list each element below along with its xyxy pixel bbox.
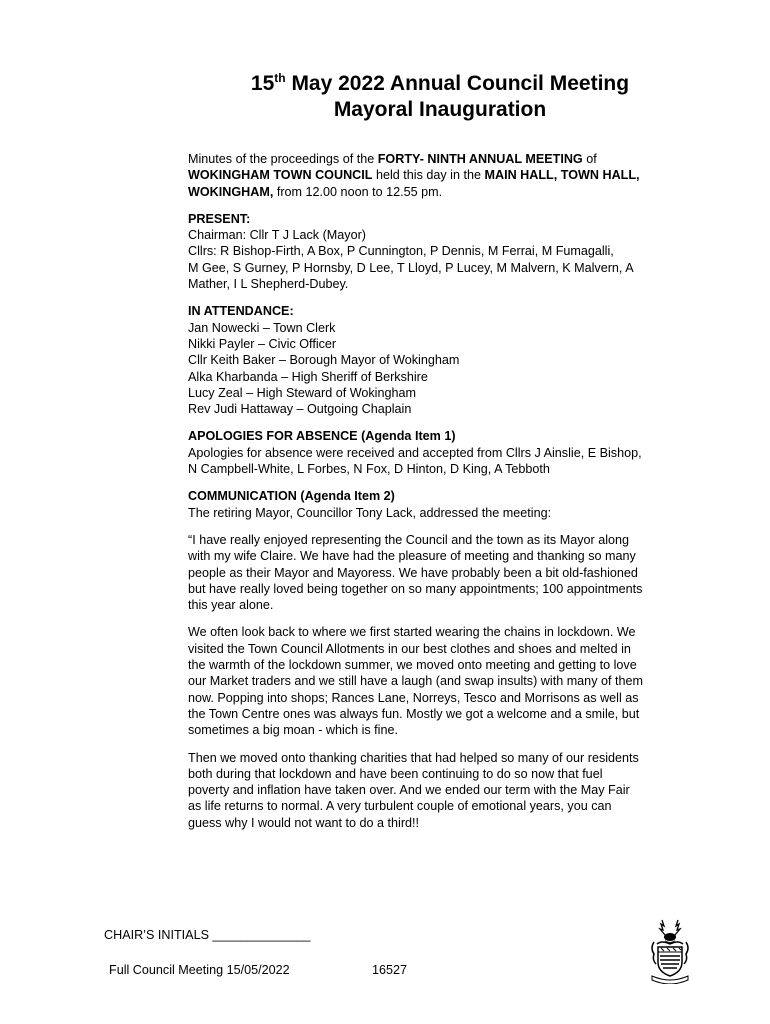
present-line: Chairman: Cllr T J Lack (Mayor) bbox=[188, 228, 366, 243]
title-text: May 2022 Annual Council Meeting bbox=[285, 72, 630, 95]
speech-paragraph bbox=[188, 624, 694, 738]
minutes-body bbox=[188, 151, 694, 842]
title-day: 15 bbox=[250, 72, 275, 95]
speech-line: but have really loved being together on so many appointments; 100 appointments bbox=[188, 581, 643, 596]
speech-line: guess why I would not want to do a third!! bbox=[188, 815, 420, 830]
speech-line: “I have really enjoyed representing the Council and the town as its Mayor along bbox=[188, 532, 630, 547]
speech-paragraph bbox=[188, 532, 694, 613]
speech-line: both during that lockdown and have been continuing to do so now that fuel bbox=[188, 766, 603, 781]
attendance-line: Rev Judi Hattaway – Outgoing Chaplain bbox=[188, 402, 412, 417]
council-crest-icon bbox=[648, 918, 692, 984]
present-line: Mather, I L Shepherd-Dubey. bbox=[188, 277, 349, 292]
attendance-line: Alka Kharbanda – High Sheriff of Berkshire bbox=[188, 369, 428, 384]
present-heading: PRESENT: bbox=[188, 211, 251, 226]
speech-line: We often look back to where we first started wearing the chains in lockdown. We bbox=[188, 625, 636, 640]
speech-line: this year alone. bbox=[188, 598, 274, 613]
footer-meeting-label: Full Council Meeting 15/05/2022 bbox=[109, 963, 290, 977]
page-number: 16527 bbox=[372, 963, 408, 977]
page-title bbox=[188, 71, 692, 97]
present-line: M Gee, S Gurney, P Hornsby, D Lee, T Lloyd, P Lucey, M Malvern, K Malvern, A bbox=[188, 260, 634, 275]
apologies-section bbox=[188, 428, 694, 477]
page-subtitle: Mayoral Inauguration bbox=[333, 98, 547, 121]
speech-line: the warmth of the lockdown summer, we moved onto meeting and getting to love bbox=[188, 658, 637, 673]
attendance-line: Cllr Keith Baker – Borough Mayor of Wokingham bbox=[188, 353, 460, 368]
apologies-line: Apologies for absence were received and accepted from Cllrs J Ainslie, E Bishop, bbox=[188, 445, 642, 460]
speech-line: Then we moved onto thanking charities that had helped so many of our residents bbox=[188, 750, 639, 765]
present-section bbox=[188, 211, 694, 292]
attendance-line: Lucy Zeal – High Steward of Wokingham bbox=[188, 385, 416, 400]
speech-line: with my wife Claire. We have had the pleasure of meeting and thanking so many bbox=[188, 549, 636, 564]
speech-line: the Town Centre ones was always fun. Mostly we got a welcome and a smile, but bbox=[188, 706, 640, 721]
speech-paragraph bbox=[188, 750, 694, 831]
speech-line: poverty and inflation have taken over. And we ended our term with the May Fair bbox=[188, 783, 630, 798]
apologies-heading: APOLOGIES FOR ABSENCE (Agenda Item 1) bbox=[188, 429, 456, 444]
speech-line: our Market traders and we still have a laugh (and swap insults) with many of them bbox=[188, 674, 643, 689]
communication-heading: COMMUNICATION (Agenda Item 2) bbox=[188, 489, 395, 504]
communication-section bbox=[188, 488, 694, 521]
attendance-heading: IN ATTENDANCE: bbox=[188, 304, 294, 319]
attendance-section bbox=[188, 303, 694, 417]
speech-line: now. Popping into shops; Rances Lane, Norreys, Tesco and Morrisons as well as bbox=[188, 690, 639, 705]
speech-line: sometimes a big moan - which is fine. bbox=[188, 723, 398, 738]
present-line: Cllrs: R Bishop-Firth, A Box, P Cunnington, P Dennis, M Ferrai, M Fumagalli, bbox=[188, 244, 614, 259]
intro-paragraph: Minutes of the proceedings of the FORTY- NINTH ANNUAL MEETING of WOKINGHAM TOWN COUNCIL held this day in the MAIN HALL, TOWN HALL, WOKINGHAM, from 12.00 noon to 12.55 pm. bbox=[188, 152, 640, 199]
apologies-line: N Campbell-White, L Forbes, N Fox, D Hinton, D King, A Tebboth bbox=[188, 462, 550, 477]
speech-line: people as their Mayor and Mayoress. We have probably been a bit old-fashioned bbox=[188, 565, 638, 580]
attendance-line: Nikki Payler – Civic Officer bbox=[188, 336, 337, 351]
speech-line: visited the Town Council Allotments in our best clothes and shoes and melted in bbox=[188, 641, 631, 656]
attendance-line: Jan Nowecki – Town Clerk bbox=[188, 320, 336, 335]
chairs-initials-line: CHAIR’S INITIALS ______________ bbox=[104, 928, 311, 942]
communication-line: The retiring Mayor, Councillor Tony Lack, addressed the meeting: bbox=[188, 505, 552, 520]
speech-line: as life returns to normal. A very turbulent couple of emotional years, you can bbox=[188, 799, 612, 814]
title-day-suffix: th bbox=[274, 71, 286, 85]
